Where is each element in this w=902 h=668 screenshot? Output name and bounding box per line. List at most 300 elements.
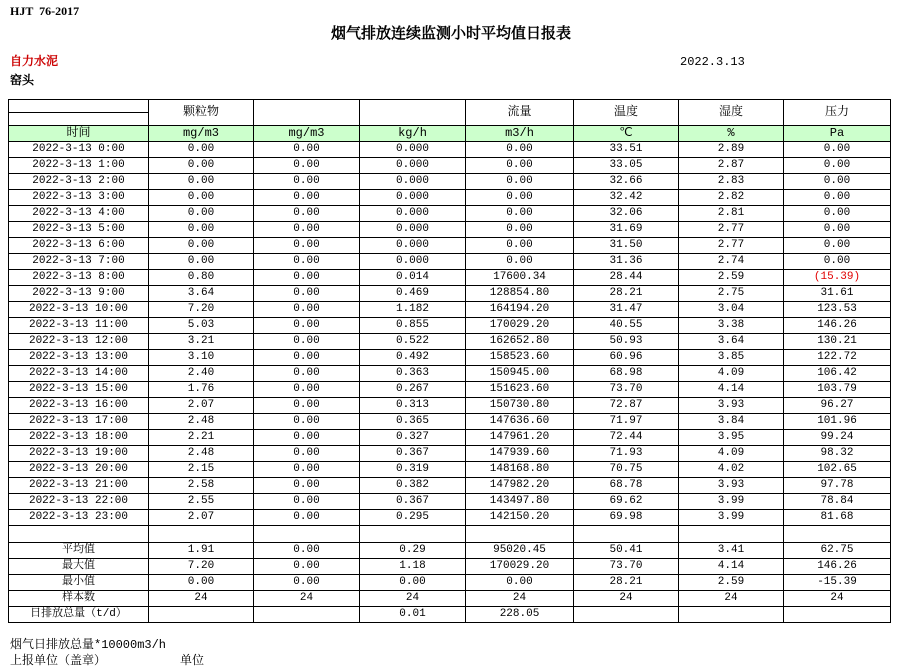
- value-cell: 1.76: [149, 382, 254, 398]
- value-cell: 24: [574, 591, 679, 607]
- value-cell: [679, 526, 784, 543]
- value-cell: [784, 607, 891, 623]
- value-cell: 0.313: [360, 398, 466, 414]
- value-cell: 99.24: [784, 430, 891, 446]
- table-row: [9, 494, 891, 510]
- value-cell: 147982.20: [466, 478, 574, 494]
- value-cell: 143497.80: [466, 494, 574, 510]
- value-cell: 3.84: [679, 414, 784, 430]
- value-cell: 31.36: [574, 254, 679, 270]
- value-cell: 0.00: [254, 494, 360, 510]
- summary-label-cell: 最小值: [9, 575, 149, 591]
- time-cell: 2022-3-13 22:00: [9, 494, 149, 510]
- value-cell: 0.00: [254, 543, 360, 559]
- value-cell: 0.00: [149, 190, 254, 206]
- value-cell: 5.03: [149, 318, 254, 334]
- value-cell: 0.00: [254, 414, 360, 430]
- value-cell: 123.53: [784, 302, 891, 318]
- table-row: [9, 446, 891, 462]
- value-cell: 32.42: [574, 190, 679, 206]
- value-cell: 3.38: [679, 318, 784, 334]
- value-cell: 32.66: [574, 174, 679, 190]
- value-cell: 2.77: [679, 222, 784, 238]
- table-row: [9, 414, 891, 430]
- value-cell: 0.267: [360, 382, 466, 398]
- value-cell: 0.00: [466, 206, 574, 222]
- value-cell: 78.84: [784, 494, 891, 510]
- time-cell: 2022-3-13 2:00: [9, 174, 149, 190]
- value-cell: 0.00: [254, 462, 360, 478]
- value-cell: 81.68: [784, 510, 891, 526]
- value-cell: 1.91: [149, 543, 254, 559]
- value-cell: 0.367: [360, 494, 466, 510]
- daily-report-table: [8, 99, 891, 623]
- value-cell: 1.18: [360, 559, 466, 575]
- value-cell: 7.20: [149, 302, 254, 318]
- value-cell: 2.77: [679, 238, 784, 254]
- value-cell: 0.000: [360, 174, 466, 190]
- table-row: [9, 238, 891, 254]
- table-row: [9, 318, 891, 334]
- value-cell: 2.58: [149, 478, 254, 494]
- value-cell: 2.55: [149, 494, 254, 510]
- time-cell: 2022-3-13 19:00: [9, 446, 149, 462]
- value-cell: 50.93: [574, 334, 679, 350]
- value-cell: 31.61: [784, 286, 891, 302]
- value-cell: 0.00: [784, 206, 891, 222]
- value-cell: 148168.80: [466, 462, 574, 478]
- report-unit-label: 上报单位（盖章）: [10, 653, 107, 667]
- time-header-spacer-bottom: [9, 113, 149, 126]
- value-cell: 0.00: [149, 174, 254, 190]
- value-cell: [149, 526, 254, 543]
- value-cell: 24: [679, 591, 784, 607]
- value-cell: 0.00: [149, 254, 254, 270]
- value-cell: 0.00: [466, 222, 574, 238]
- value-cell: 2.40: [149, 366, 254, 382]
- value-cell: 0.00: [254, 398, 360, 414]
- value-cell: 0.00: [254, 174, 360, 190]
- value-cell: 71.97: [574, 414, 679, 430]
- col-header-particulate: 颗粒物: [149, 100, 254, 126]
- value-cell: 3.64: [149, 286, 254, 302]
- value-cell: 0.522: [360, 334, 466, 350]
- value-cell: 0.00: [149, 142, 254, 158]
- value-cell: [574, 526, 679, 543]
- value-cell: 68.78: [574, 478, 679, 494]
- value-cell: 2.82: [679, 190, 784, 206]
- time-cell: 2022-3-13 10:00: [9, 302, 149, 318]
- value-cell: 24: [784, 591, 891, 607]
- value-cell: 0.00: [784, 174, 891, 190]
- value-cell: 0.000: [360, 190, 466, 206]
- value-cell: 103.79: [784, 382, 891, 398]
- table-row: [9, 398, 891, 414]
- time-cell: 2022-3-13 20:00: [9, 462, 149, 478]
- summary-label-cell: 平均值: [9, 543, 149, 559]
- value-cell: 170029.20: [466, 559, 574, 575]
- value-cell: 0.000: [360, 206, 466, 222]
- table-row: [9, 142, 891, 158]
- value-cell: 70.75: [574, 462, 679, 478]
- value-cell: 150730.80: [466, 398, 574, 414]
- table-body: [9, 142, 891, 623]
- value-cell: [360, 526, 466, 543]
- time-cell: 2022-3-13 14:00: [9, 366, 149, 382]
- value-cell: 0.00: [254, 254, 360, 270]
- footer-note: 烟气日排放总量*10000m3/h: [10, 638, 167, 652]
- value-cell: 0.00: [254, 334, 360, 350]
- summary-row: [9, 559, 891, 575]
- table-row: [9, 462, 891, 478]
- summary-row: [9, 543, 891, 559]
- value-cell: 2.83: [679, 174, 784, 190]
- value-cell: 0.00: [254, 270, 360, 286]
- value-cell: 0.01: [360, 607, 466, 623]
- value-cell: 96.27: [784, 398, 891, 414]
- page-title: 烟气排放连续监测小时平均值日报表: [330, 25, 571, 42]
- value-cell: 0.00: [254, 158, 360, 174]
- value-cell: 95020.45: [466, 543, 574, 559]
- value-cell: 2.07: [149, 510, 254, 526]
- table-row: [9, 222, 891, 238]
- time-cell: 2022-3-13 17:00: [9, 414, 149, 430]
- value-cell: 0.00: [254, 302, 360, 318]
- value-cell: 2.48: [149, 446, 254, 462]
- unit-header-row: [9, 126, 891, 142]
- time-column-header: 时间: [9, 126, 149, 142]
- value-cell: [679, 607, 784, 623]
- time-cell: 2022-3-13 12:00: [9, 334, 149, 350]
- value-cell: 151623.60: [466, 382, 574, 398]
- unit-mgm3-1: mg/m3: [149, 126, 254, 142]
- unit-percent: %: [679, 126, 784, 142]
- table-row: [9, 366, 891, 382]
- col-header-humidity: 湿度: [679, 100, 784, 126]
- value-cell: 0.00: [254, 206, 360, 222]
- value-cell: 0.00: [784, 158, 891, 174]
- value-cell: 60.96: [574, 350, 679, 366]
- value-cell: 72.44: [574, 430, 679, 446]
- table-row: [9, 302, 891, 318]
- value-cell: 0.00: [784, 190, 891, 206]
- value-cell: 2.59: [679, 575, 784, 591]
- time-cell: 2022-3-13 3:00: [9, 190, 149, 206]
- value-cell: 2.59: [679, 270, 784, 286]
- col-header-temperature: 温度: [574, 100, 679, 126]
- value-cell: 3.04: [679, 302, 784, 318]
- value-cell: 2.21: [149, 430, 254, 446]
- value-cell: 147939.60: [466, 446, 574, 462]
- time-cell: 2022-3-13 13:00: [9, 350, 149, 366]
- value-cell: 3.99: [679, 510, 784, 526]
- table-row: [9, 350, 891, 366]
- value-cell: [149, 607, 254, 623]
- unit-m3h: m3/h: [466, 126, 574, 142]
- value-cell: 0.00: [254, 238, 360, 254]
- value-cell: 3.64: [679, 334, 784, 350]
- value-cell: 4.09: [679, 446, 784, 462]
- value-cell: 73.70: [574, 382, 679, 398]
- value-cell: 0.00: [254, 478, 360, 494]
- value-cell: 0.00: [784, 142, 891, 158]
- time-cell: 2022-3-13 7:00: [9, 254, 149, 270]
- company-name: 自力水泥: [10, 54, 59, 68]
- value-cell: 0.00: [254, 510, 360, 526]
- value-cell: 3.95: [679, 430, 784, 446]
- col-header-empty-2: [360, 100, 466, 126]
- unit-kgh: kg/h: [360, 126, 466, 142]
- time-cell: 2022-3-13 5:00: [9, 222, 149, 238]
- value-cell: 0.319: [360, 462, 466, 478]
- value-cell: 62.75: [784, 543, 891, 559]
- value-cell: 3.21: [149, 334, 254, 350]
- value-cell: 0.469: [360, 286, 466, 302]
- value-cell: 28.21: [574, 286, 679, 302]
- value-cell: 24: [254, 591, 360, 607]
- value-cell: 33.05: [574, 158, 679, 174]
- value-cell: 24: [466, 591, 574, 607]
- value-cell: 146.26: [784, 318, 891, 334]
- time-header-spacer-top: [9, 100, 149, 113]
- value-cell: 0.000: [360, 238, 466, 254]
- value-cell: 0.00: [254, 222, 360, 238]
- value-cell: 0.00: [254, 430, 360, 446]
- value-cell: 0.00: [466, 575, 574, 591]
- value-cell: 40.55: [574, 318, 679, 334]
- value-cell: 106.42: [784, 366, 891, 382]
- value-cell: 0.00: [254, 382, 360, 398]
- spacer-row: [9, 526, 891, 543]
- value-cell: [574, 607, 679, 623]
- value-cell: 0.367: [360, 446, 466, 462]
- time-cell: 2022-3-13 15:00: [9, 382, 149, 398]
- table-row: [9, 430, 891, 446]
- value-cell: 2.74: [679, 254, 784, 270]
- unit-mgm3-2: mg/m3: [254, 126, 360, 142]
- value-cell: 0.00: [149, 206, 254, 222]
- value-cell: 31.50: [574, 238, 679, 254]
- value-cell: -15.39: [784, 575, 891, 591]
- value-cell: 0.382: [360, 478, 466, 494]
- value-cell: 0.80: [149, 270, 254, 286]
- value-cell: 164194.20: [466, 302, 574, 318]
- value-cell: 0.363: [360, 366, 466, 382]
- spacer-cell: [9, 526, 149, 543]
- value-cell: 28.21: [574, 575, 679, 591]
- value-cell: 0.00: [149, 575, 254, 591]
- value-cell: 33.51: [574, 142, 679, 158]
- value-cell: 0.295: [360, 510, 466, 526]
- value-cell: 128854.80: [466, 286, 574, 302]
- value-cell: 0.00: [149, 238, 254, 254]
- value-cell: 2.89: [679, 142, 784, 158]
- value-cell: 130.21: [784, 334, 891, 350]
- value-cell: 0.00: [254, 190, 360, 206]
- table-row: [9, 270, 891, 286]
- value-cell: 170029.20: [466, 318, 574, 334]
- value-cell: 24: [360, 591, 466, 607]
- value-cell: 2.07: [149, 398, 254, 414]
- value-cell: 150945.00: [466, 366, 574, 382]
- value-cell: 0.855: [360, 318, 466, 334]
- summary-label-cell: 最大值: [9, 559, 149, 575]
- value-cell: 147636.60: [466, 414, 574, 430]
- value-cell: 122.72: [784, 350, 891, 366]
- time-cell: 2022-3-13 9:00: [9, 286, 149, 302]
- station-name: 窑头: [10, 73, 35, 87]
- time-cell: 2022-3-13 4:00: [9, 206, 149, 222]
- value-cell: 2.87: [679, 158, 784, 174]
- summary-row: [9, 607, 891, 623]
- value-cell: 0.00: [254, 366, 360, 382]
- value-cell: 2.75: [679, 286, 784, 302]
- value-cell: 0.365: [360, 414, 466, 430]
- value-cell: 0.00: [784, 254, 891, 270]
- value-cell: 0.00: [784, 238, 891, 254]
- table-header: [9, 100, 891, 142]
- value-cell: 69.98: [574, 510, 679, 526]
- value-cell: 31.69: [574, 222, 679, 238]
- value-cell: 102.65: [784, 462, 891, 478]
- group-header-row: [9, 100, 891, 113]
- value-cell: 0.000: [360, 142, 466, 158]
- table-row: [9, 334, 891, 350]
- value-cell: 2.15: [149, 462, 254, 478]
- table-row: [9, 206, 891, 222]
- table-row: [9, 478, 891, 494]
- summary-label-cell: 样本数: [9, 591, 149, 607]
- value-cell: 0.000: [360, 158, 466, 174]
- value-cell: 146.26: [784, 559, 891, 575]
- value-cell: 3.85: [679, 350, 784, 366]
- value-cell: 32.06: [574, 206, 679, 222]
- value-cell: 101.96: [784, 414, 891, 430]
- value-cell: 0.00: [254, 446, 360, 462]
- value-cell: [254, 526, 360, 543]
- unit-pa: Pa: [784, 126, 891, 142]
- col-header-pressure: 压力: [784, 100, 891, 126]
- value-cell: 0.29: [360, 543, 466, 559]
- standard-number: HJT 76-2017: [10, 4, 80, 18]
- col-header-empty-1: [254, 100, 360, 126]
- value-cell: 72.87: [574, 398, 679, 414]
- table-row: [9, 286, 891, 302]
- table-row: [9, 510, 891, 526]
- value-cell: 4.09: [679, 366, 784, 382]
- value-cell: 228.05: [466, 607, 574, 623]
- value-cell: 0.00: [466, 190, 574, 206]
- value-cell: 0.00: [254, 318, 360, 334]
- value-cell: 158523.60: [466, 350, 574, 366]
- value-cell: 17600.34: [466, 270, 574, 286]
- value-cell: 0.00: [466, 254, 574, 270]
- time-cell: 2022-3-13 11:00: [9, 318, 149, 334]
- value-cell: (15.39): [784, 270, 891, 286]
- value-cell: 2.48: [149, 414, 254, 430]
- value-cell: 3.10: [149, 350, 254, 366]
- col-header-flow: 流量: [466, 100, 574, 126]
- value-cell: 3.93: [679, 478, 784, 494]
- value-cell: [254, 607, 360, 623]
- time-cell: 2022-3-13 21:00: [9, 478, 149, 494]
- value-cell: [784, 526, 891, 543]
- value-cell: 0.00: [466, 158, 574, 174]
- table-row: [9, 190, 891, 206]
- value-cell: 0.00: [360, 575, 466, 591]
- value-cell: 0.00: [149, 158, 254, 174]
- time-cell: 2022-3-13 18:00: [9, 430, 149, 446]
- value-cell: 3.41: [679, 543, 784, 559]
- unit-celsius: ℃: [574, 126, 679, 142]
- time-cell: 2022-3-13 23:00: [9, 510, 149, 526]
- value-cell: 2.81: [679, 206, 784, 222]
- time-cell: 2022-3-13 1:00: [9, 158, 149, 174]
- summary-row: [9, 591, 891, 607]
- unit-label: 单位: [180, 653, 205, 667]
- summary-row: [9, 575, 891, 591]
- time-cell: 2022-3-13 8:00: [9, 270, 149, 286]
- value-cell: 73.70: [574, 559, 679, 575]
- value-cell: 71.93: [574, 446, 679, 462]
- value-cell: 1.182: [360, 302, 466, 318]
- value-cell: 28.44: [574, 270, 679, 286]
- value-cell: 0.492: [360, 350, 466, 366]
- value-cell: 0.00: [784, 222, 891, 238]
- value-cell: 0.00: [254, 575, 360, 591]
- table-row: [9, 382, 891, 398]
- value-cell: 97.78: [784, 478, 891, 494]
- value-cell: 4.14: [679, 559, 784, 575]
- value-cell: 0.014: [360, 270, 466, 286]
- time-cell: 2022-3-13 6:00: [9, 238, 149, 254]
- value-cell: 0.00: [254, 142, 360, 158]
- value-cell: 69.62: [574, 494, 679, 510]
- value-cell: 4.02: [679, 462, 784, 478]
- value-cell: 24: [149, 591, 254, 607]
- table-row: [9, 254, 891, 270]
- value-cell: 98.32: [784, 446, 891, 462]
- value-cell: 0.327: [360, 430, 466, 446]
- value-cell: 0.00: [254, 350, 360, 366]
- value-cell: 0.00: [466, 142, 574, 158]
- value-cell: 7.20: [149, 559, 254, 575]
- summary-label-cell: 日排放总量（t/d）: [9, 607, 149, 623]
- value-cell: [466, 526, 574, 543]
- report-date: 2022.3.13: [680, 55, 745, 69]
- value-cell: 50.41: [574, 543, 679, 559]
- value-cell: 147961.20: [466, 430, 574, 446]
- value-cell: 3.99: [679, 494, 784, 510]
- value-cell: 68.98: [574, 366, 679, 382]
- value-cell: 4.14: [679, 382, 784, 398]
- value-cell: 0.00: [466, 174, 574, 190]
- value-cell: 0.00: [254, 559, 360, 575]
- value-cell: 0.000: [360, 222, 466, 238]
- table-row: [9, 174, 891, 190]
- value-cell: 3.93: [679, 398, 784, 414]
- value-cell: 0.00: [466, 238, 574, 254]
- value-cell: 0.00: [254, 286, 360, 302]
- time-cell: 2022-3-13 0:00: [9, 142, 149, 158]
- value-cell: 31.47: [574, 302, 679, 318]
- value-cell: 142150.20: [466, 510, 574, 526]
- value-cell: 0.000: [360, 254, 466, 270]
- table-row: [9, 158, 891, 174]
- time-cell: 2022-3-13 16:00: [9, 398, 149, 414]
- value-cell: 162652.80: [466, 334, 574, 350]
- value-cell: 0.00: [149, 222, 254, 238]
